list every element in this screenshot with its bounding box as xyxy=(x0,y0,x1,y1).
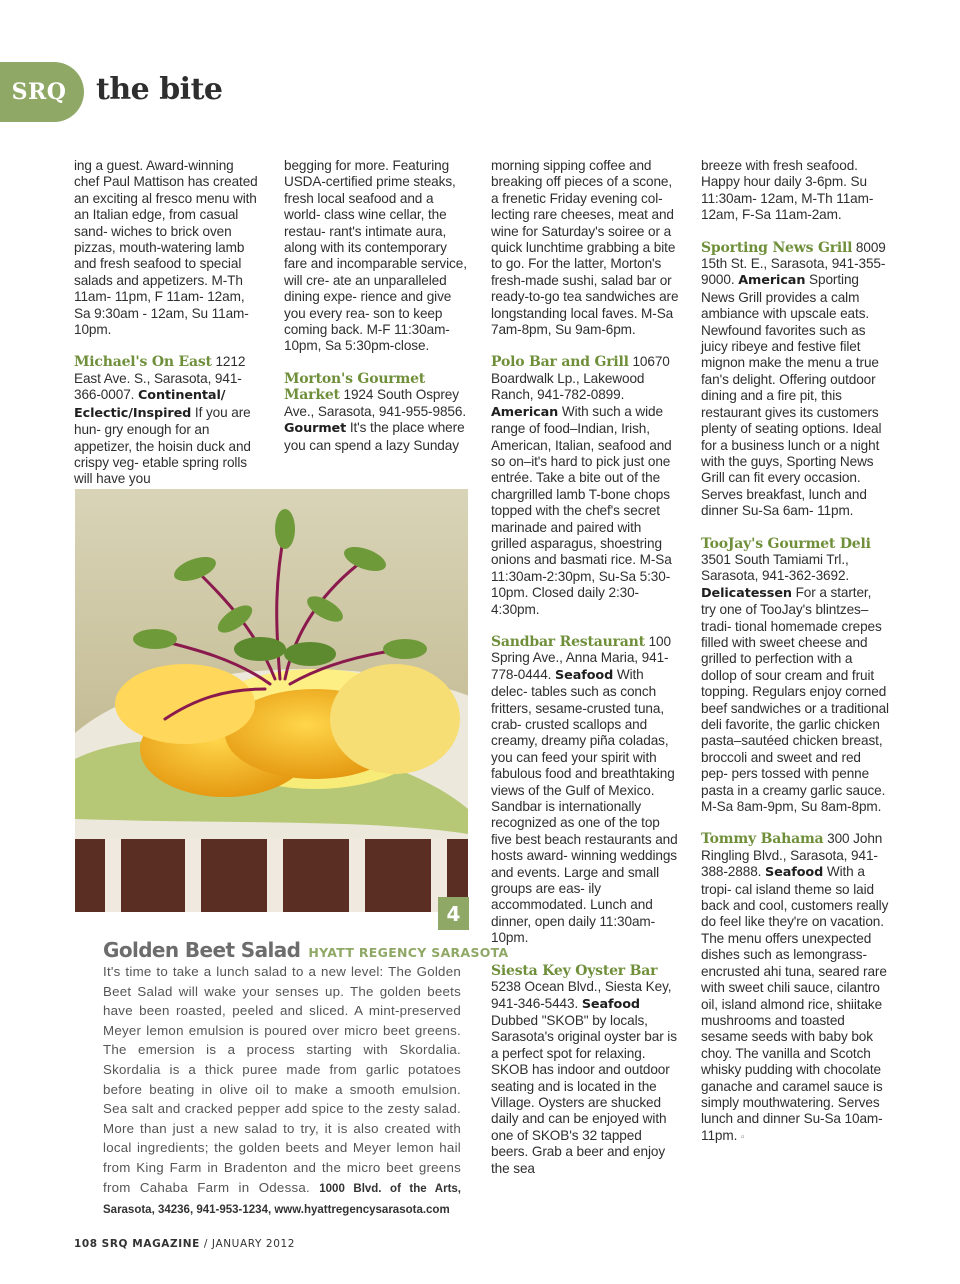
listing-mortons xyxy=(284,371,472,454)
venue-address: 1924 South Osprey Ave., Sarasota, 941-955-9856. xyxy=(284,387,467,419)
venue-address: 1212 East Ave. S., Sarasota, 941- 366-0007. xyxy=(74,354,246,403)
brand-tab xyxy=(0,62,84,122)
venue-category: American xyxy=(491,404,559,420)
end-mark: ▫ xyxy=(740,1131,745,1143)
feature-contact: 1000 Blvd. of the Arts, Sarasota, 34236, 941-953-1234, www.hyattregencysarasota.com xyxy=(103,1182,461,1217)
venue-address: 10670 Boardwalk Lp., Lakewood Ranch, 941-782-0899. xyxy=(491,354,670,403)
venue-name: Sporting News Grill xyxy=(701,239,853,256)
listing-tommy-bahama xyxy=(701,831,889,1146)
feature-number-badge: 4 xyxy=(438,897,469,930)
page-footer xyxy=(74,1238,295,1250)
venue-name: Tommy Bahama xyxy=(701,831,824,848)
venue-category: Gourmet xyxy=(284,421,347,437)
column-1 xyxy=(74,158,262,504)
feature-title: Golden Beet Salad xyxy=(103,938,301,962)
venue-description: With delec- tables such as conch fritters, sesame-crusted tuna, crab- crusted scallops and creamy, dreamy piña coladas, you can feed your spirit with fabulous food and breathtaking views of the Gulf of Mexico. Sandbar is internationally recognized as one of the top five best beach restaurants and hosts award- winning weddings and events. Large and small groups are eas- ily accommodated. Lunch and dinner, open daily 11:30am- 10pm. xyxy=(491,666,678,946)
venue-address: 5238 Ocean Blvd., Siesta Key, 941-346-5443. xyxy=(491,979,672,1011)
paragraph: ing a guest. Award-winning chef Paul Mattison has created an exciting al fresco menu with an Italian edge, from casual sand- wiches to brick oven pizzas, mouth-watering lamb and fresh seafood to special salads and appetizers. M-Th 11am- 11pm, F 11am- 12am, Sa 9:30am - 12am, Su 11am- 10pm. xyxy=(74,158,258,338)
venue-name: Siesta Key Oyster Bar xyxy=(491,962,658,979)
feature-heading xyxy=(103,938,509,962)
venue-name: Polo Bar and Grill xyxy=(491,354,629,371)
venue-name: Michael's On East xyxy=(74,354,212,371)
paragraph: breeze with fresh seafood. Happy hour daily 3-6pm. Su 11:30am- 12am, M-Th 11am- 12am, F-Sa 11am-2am. xyxy=(701,158,874,223)
venue-description: With such a wide range of food–Indian, Irish, American, Italian, seafood and so on–it's hard to pick just one entrée. Take a bite out of the chargrilled lamb T-bone chops topped with the chef's secret marinade and paired with grilled asparagus, shoestring onions and basmati rice. M-Sa 11:30am-2:30pm, Su-Sa 5:30- 10pm. Closed daily 2:30- 4:30pm. xyxy=(491,403,672,617)
section-title: the bite xyxy=(96,72,223,107)
issue-date: / JANUARY 2012 xyxy=(203,1238,296,1250)
feature-text: It's time to take a lunch salad to a new level: The Golden Beet Salad will wake your senses up. The golden beets have been roasted, peeled and sliced. A mint-preserved Meyer lemon emulsion is poured over micro beet greens. The emersion is a process starting with Skordalia. Skordalia is a thick puree made from garlic potatoes before beating in olive oil to make a smooth emulsion. Sea salt and cracked pepper add spice to the zesty salad. More than just a new salad to try, it is also created with local ingredients; the golden beets and Meyer lemon hail from King Farm in Bradenton and the micro beet greens from Cahaba Farm in Odessa. xyxy=(103,964,461,1195)
venue-name: Sandbar Restaurant xyxy=(491,633,645,650)
venue-description: Dubbed "SKOB" by locals, Sarasota's original oyster bar is a perfect spot for relaxing. SKOB has indoor and outdoor seating and is located in the Village. Oysters are shucked daily and can be enjoyed with one of SKOB's 32 tapped beers. Grab a beer and enjoy the sea xyxy=(491,1012,677,1176)
listing-toojays xyxy=(701,536,889,816)
listing-polo xyxy=(491,354,679,618)
venue-category: Seafood xyxy=(555,667,614,683)
listing-sandbar xyxy=(491,634,679,947)
feature-venue: HYATT REGENCY SARASOTA xyxy=(308,945,509,960)
page-number: 108 xyxy=(74,1238,98,1250)
venue-description: If you are hun- gry enough for an appetizer, the hoisin duck and crispy veg- etable spring rolls will have you xyxy=(74,404,251,487)
venue-description: It's the place where you can spend a lazy Sunday xyxy=(284,420,465,453)
venue-category: Continental/ Eclectic/Inspired xyxy=(74,388,226,421)
brand-logo: SRQ xyxy=(11,79,67,105)
listing-michaels xyxy=(74,354,262,487)
venue-address: 3501 South Tamiami Trl., Sarasota, 941-362-3692. xyxy=(701,551,850,584)
listing-sporting-news xyxy=(701,240,889,520)
salad-photo xyxy=(75,489,468,912)
paragraph: morning sipping coffee and breaking off pieces of a scone, a frenetic Friday evening col- lecting rare cheeses, meat and wine for Saturday's soiree or a quick lunchtime grabbing a bite to go. For the latter, Morton's fresh-made sushi, salad bar or ready-to-go tea sandwiches are longstanding local faves. M-Sa 7am-8pm, Su 9am-6pm. xyxy=(491,158,679,338)
venue-category: Seafood xyxy=(581,996,640,1012)
magazine-name: SRQ MAGAZINE xyxy=(101,1238,200,1250)
venue-name: Morton's Gourmet Market xyxy=(284,370,426,404)
column-2 xyxy=(284,158,472,470)
paragraph: begging for more. Featuring USDA-certified prime steaks, fresh local seafood and a world- class wine cellar, the restau- rant's intimate aura, along with its contemporary fare and incomparable service, will cre- ate an unparalleled dining expe- rience and give you every rea- son to keep coming back. M-F 11:30am- 10pm, Sa 5:30pm-close. xyxy=(284,158,467,354)
venue-category: American xyxy=(738,273,806,289)
feature-body xyxy=(103,962,461,1221)
venue-category: Delicatessen xyxy=(701,585,792,601)
venue-address: 300 John Ringling Blvd., Sarasota, 941- 388-2888. xyxy=(701,831,883,880)
column-4 xyxy=(701,158,889,1162)
venue-description: Sporting News Grill provides a calm ambiance with upscale eats. Newfound favorites such as juicy ribeye and festive filet mignon make the menu a true fan's delight. Offering outdoor dining and a fire pit, this restaurant gives its customers plenty of seating options. Ideal for a business lunch or a night with the guys, Sporting News Grill can fit every occasion. Serves breakfast, lunch and dinner Su-Sa 6am- 11pm. xyxy=(701,272,882,519)
venue-description: With a tropi- cal island theme so laid back and cool, customers really do feel like they're on vacation. The menu offers unexpected dishes such as lemongrass-encrusted ahi tuna, seared rare with sweet chili sauce, cilantro oil, island almond rice, shiitake mushrooms and toasted sesame seeds with baby bok choy. The vanilla and Scotch whisky pudding with chocolate ganache and caramel sauce is simply mouthwatering. Serves lunch and dinner Su-Sa 10am-11pm. xyxy=(701,864,889,1143)
venue-address: 100 Spring Ave., Anna Maria, 941- 778-0444. xyxy=(491,633,671,682)
venue-description: For a starter, try one of TooJay's blintzes–tradi- tional homemade crepes filled with sweet cheese and grilled to perfection with a dollop of sour cream and fruit topping. Regulars enjoy corned beef sandwiches or a traditional deli favorite, the garlic chicken pasta–sautéed chicken breast, broccoli and sweet and red pep- pers tossed with penne pasta in a creamy garlic sauce. M-Sa 8am-9pm, Su 8am-8pm. xyxy=(701,584,889,815)
column-3 xyxy=(491,158,679,1193)
listing-siesta xyxy=(491,963,679,1177)
venue-category: Seafood xyxy=(765,865,824,881)
venue-name: TooJay's Gourmet Deli xyxy=(701,535,871,552)
venue-address: 8009 15th St. E., Sarasota, 941-355- 9000. xyxy=(701,239,886,288)
